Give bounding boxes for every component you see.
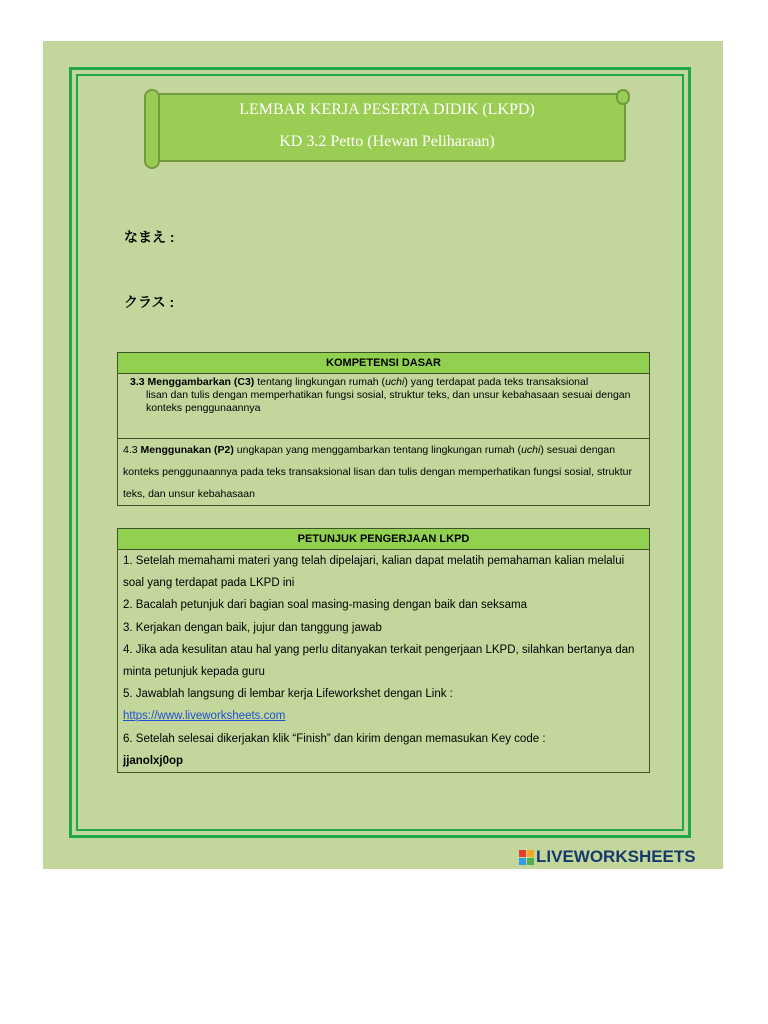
kd-item1-italic: uchi <box>385 376 405 388</box>
name-label: なまえ : <box>124 229 175 245</box>
banner-title: LEMBAR KERJA PESERTA DIDIK (LKPD) <box>239 101 535 118</box>
kompetensi-header: KOMPETENSI DASAR <box>118 353 650 374</box>
petunjuk-header: PETUNJUK PENGERJAAN LKPD <box>118 529 650 550</box>
logo-cube-icon <box>519 850 534 865</box>
kompetensi-dasar-table <box>117 352 650 506</box>
petunjuk-step-3: 3. Kerjakan dengan baik, jujur dan tanggung jawab <box>123 621 382 634</box>
petunjuk-step-6: 6. Setelah selesai dikerjakan klik “Finish” dan kirim dengan memasukan Key code : <box>123 732 546 745</box>
kd-item2-num: 4.3 <box>123 444 141 456</box>
kd-item2-italic: uchi <box>521 444 541 456</box>
petunjuk-table <box>117 528 650 773</box>
banner-subtitle: KD 3.2 Petto (Hewan Peliharaan) <box>279 133 495 150</box>
petunjuk-step-4: 4. Jika ada kesulitan atau hal yang perlu ditanyakan terkait pengerjaan LKPD, silahkan bertanya dan minta petunjuk kepada guru <box>123 643 635 679</box>
title-banner <box>148 93 626 162</box>
kd-item1-cont: lisan dan tulis dengan memperhatikan fungsi sosial, struktur teks, dan unsur kebahasaan sesuai dengan konteks penggunaannya <box>146 389 631 414</box>
kompetensi-item-3-3 <box>118 374 650 439</box>
petunjuk-step-5: 5. Jawablah langsung di lembar kerja Lifeworkshet dengan Link : <box>123 688 453 701</box>
kd-item2-text-a: ungkapan yang menggambarkan tentang lingkungan rumah ( <box>233 444 522 456</box>
petunjuk-step-1: 1. Setelah memahami materi yang telah dipelajari, kalian dapat melatih pemahaman kalian melalui soal yang terdapat pada LKPD ini <box>123 555 625 590</box>
kd-item1-text-b: ) yang terdapat pada teks transaksional <box>404 376 589 388</box>
logo-cube-cell <box>527 858 534 865</box>
kompetensi-item-4-3 <box>118 439 650 506</box>
liveworksheets-link[interactable]: https://www.liveworksheets.com <box>123 710 286 723</box>
kd-item2-text-b: ) sesuai dengan konteks penggunaannya pada teks transaksional lisan dan tulis dengan memperhatikan fungsi sosial, struktur teks, dan unsur kebahasaan <box>123 444 632 500</box>
petunjuk-body <box>118 550 650 773</box>
kd-item2-bold: Menggunakan (P2) <box>140 444 234 456</box>
class-label: クラス : <box>124 294 175 310</box>
logo-cube-cell <box>519 850 526 857</box>
logo-text: LIVEWORKSHEETS <box>536 847 696 866</box>
petunjuk-step-2: 2. Bacalah petunjuk dari bagian soal masing-masing dengan baik dan seksama <box>123 599 528 612</box>
logo-cube-cell <box>527 850 534 857</box>
logo-cube-cell <box>519 858 526 865</box>
liveworksheets-logo <box>519 847 696 867</box>
worksheet-page <box>43 41 723 869</box>
kd-item1-code: 3.3 Menggambarkan (C3) <box>130 376 255 388</box>
kd-item1-text-a: tentang lingkungan rumah ( <box>254 376 386 388</box>
key-code: jjanolxj0op <box>123 754 184 767</box>
